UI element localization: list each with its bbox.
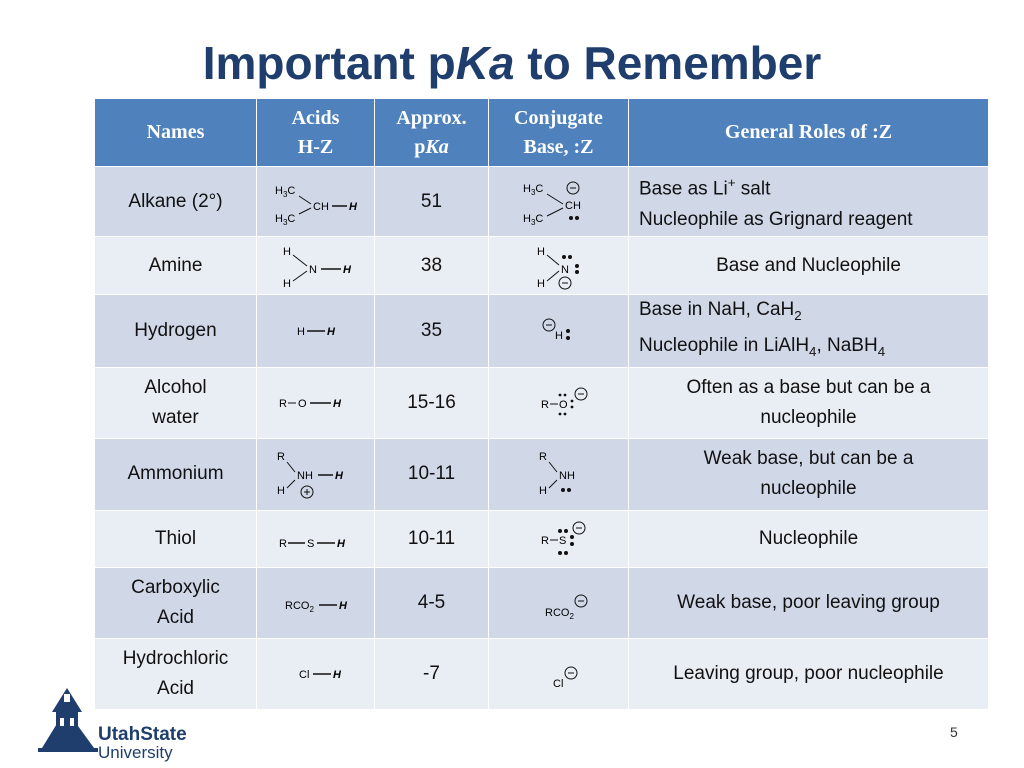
conjugate-structure: [489, 438, 629, 510]
svg-text:Cl: Cl: [552, 677, 563, 690]
table-row: [95, 438, 989, 510]
svg-text:R: R: [278, 397, 287, 410]
old-main-building-icon: [38, 688, 98, 752]
pka-value: 10-11: [375, 438, 489, 510]
acid-structure: [257, 167, 375, 237]
acid-structure: [257, 367, 375, 438]
svg-text:H: H: [332, 668, 341, 681]
svg-text:H: H: [296, 325, 305, 338]
logo-wordmark-university: University: [98, 743, 173, 762]
header-names: Names: [95, 99, 257, 167]
svg-text:O: O: [297, 397, 307, 410]
svg-text:RCO2: $RCO_2$: [284, 599, 314, 614]
acid-structure: [257, 438, 375, 510]
svg-text:R: R: [538, 451, 547, 464]
svg-text:H: H: [338, 599, 347, 612]
header-roles: General Roles of :Z: [629, 99, 989, 167]
svg-text:S: S: [306, 537, 314, 550]
svg-text:H3C: $H_3C$: [274, 184, 295, 199]
svg-text:H: H: [276, 485, 285, 498]
svg-text:H: H: [348, 200, 357, 213]
svg-text:H: H: [342, 263, 351, 276]
svg-text:N: N: [308, 263, 317, 276]
table-row: [95, 167, 989, 237]
svg-text:H3C: $H_3C$: [522, 182, 543, 197]
header-pka: Approx. pKa: [375, 99, 489, 167]
compound-name: Carboxylic Acid: [95, 567, 257, 638]
pka-value: 15-16: [375, 367, 489, 438]
svg-text:H: H: [282, 277, 291, 290]
pka-value: 10-11: [375, 510, 489, 567]
logo-wordmark-utahstate: UtahState: [98, 724, 187, 745]
general-roles: Base as Li+ salt Nucleophile as Grignard reagent: [629, 167, 989, 237]
acid-structure: [257, 237, 375, 295]
svg-text:H3C: $H_3C$: [522, 212, 543, 227]
conjugate-structure: [489, 367, 629, 438]
svg-text:NH: NH: [558, 470, 575, 483]
table-row: [95, 295, 989, 368]
conjugate-structure: [489, 167, 629, 237]
pka-value: 38: [375, 237, 489, 295]
svg-text:H: H: [332, 397, 341, 410]
pka-value: 35: [375, 295, 489, 368]
svg-text:CH: CH: [564, 199, 581, 212]
svg-text:R: R: [540, 398, 549, 411]
page-number: 5: [950, 724, 958, 740]
acid-structure: [257, 567, 375, 638]
svg-text:H: H: [536, 277, 545, 290]
svg-text:H: H: [326, 325, 335, 338]
pka-table: [94, 98, 989, 710]
slide-title: Important pKa to Remember: [202, 37, 822, 89]
general-roles: Leaving group, poor nucleophile: [629, 638, 989, 709]
general-roles: Base in NaH, CaH$_2$ Nucleophile in LiAlH$_4$, NaBH$_4$: [629, 295, 989, 368]
pka-value: -7: [375, 638, 489, 709]
svg-text:R: R: [278, 537, 287, 550]
acid-structure: [257, 510, 375, 567]
compound-name: Ammonium: [95, 438, 257, 510]
pka-value: 51: [375, 167, 489, 237]
svg-text:H: H: [282, 245, 291, 258]
svg-text:H: H: [554, 329, 563, 342]
svg-text:R: R: [276, 451, 285, 464]
general-roles: Weak base, poor leaving group: [629, 567, 989, 638]
university-logo: [38, 682, 228, 762]
svg-text:CH: CH: [312, 200, 329, 213]
conjugate-structure: [489, 295, 629, 368]
general-roles: Nucleophile: [629, 510, 989, 567]
general-roles: Often as a base but can be a nucleophile: [629, 367, 989, 438]
conjugate-structure: [489, 638, 629, 709]
pka-value: 4-5: [375, 567, 489, 638]
svg-text:H: H: [336, 537, 345, 550]
svg-text:R: R: [540, 534, 549, 547]
conjugate-structure: [489, 567, 629, 638]
svg-text:N: N: [560, 263, 569, 276]
svg-text:H: H: [536, 245, 545, 258]
conjugate-structure: [489, 237, 629, 295]
general-roles: Base and Nucleophile: [629, 237, 989, 295]
header-row: [95, 99, 989, 167]
svg-text:H: H: [334, 470, 343, 483]
header-acids: Acids H-Z: [257, 99, 375, 167]
compound-name: Alcohol water: [95, 367, 257, 438]
header-conjugate-base: Conjugate Base, :Z: [489, 99, 629, 167]
svg-text:NH: NH: [296, 470, 313, 483]
table-row: [95, 638, 989, 709]
compound-name: Hydrogen: [95, 295, 257, 368]
compound-name: Amine: [95, 237, 257, 295]
compound-name: Hydrochloric Acid: [95, 638, 257, 709]
compound-name: Alkane (2°): [95, 167, 257, 237]
svg-text:O: O: [558, 398, 568, 411]
compound-name: Thiol: [95, 510, 257, 567]
svg-text:Cl: Cl: [298, 668, 309, 681]
svg-text:H3C: $H_3C$: [274, 212, 295, 227]
conjugate-structure: [489, 510, 629, 567]
svg-text:H: H: [538, 485, 547, 498]
table-row: [95, 510, 989, 567]
svg-text:RCO2: $RCO_2$: [544, 606, 574, 621]
table-row: [95, 367, 989, 438]
acid-structure: [257, 295, 375, 368]
acid-structure: [257, 638, 375, 709]
general-roles: Weak base, but can be a nucleophile: [629, 438, 989, 510]
table-row: [95, 237, 989, 295]
table-row: [95, 567, 989, 638]
svg-text:S: S: [558, 534, 566, 547]
